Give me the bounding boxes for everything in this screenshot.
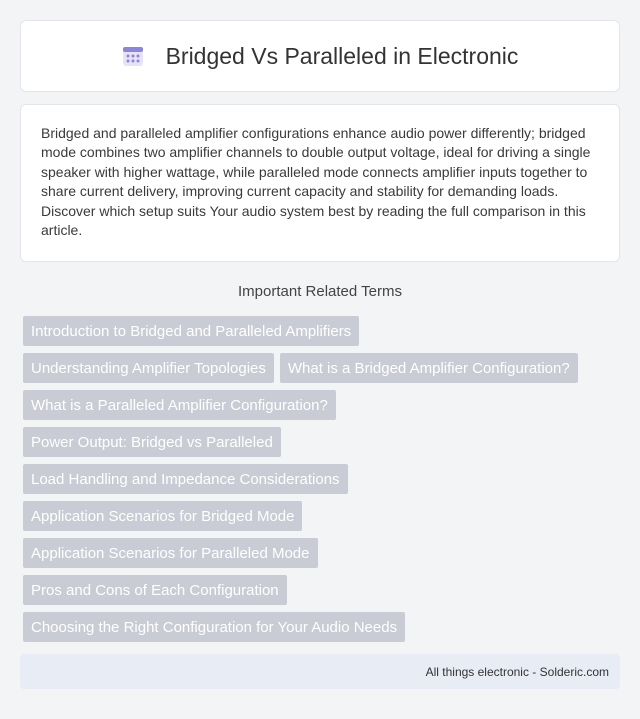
related-term-tag[interactable]: Choosing the Right Configuration for Your Audio Needs <box>23 612 405 642</box>
related-term-tag[interactable]: Pros and Cons of Each Configuration <box>23 575 287 605</box>
footer <box>20 654 620 689</box>
calendar-grid-icon <box>122 45 144 67</box>
term-row <box>23 464 623 495</box>
related-term-tag[interactable]: Introduction to Bridged and Paralleled Amplifiers <box>23 316 359 346</box>
term-row <box>23 575 623 606</box>
description-text: Bridged and paralleled amplifier configurations enhance audio power differently; bridged mode combines two amplifier channels to double output voltage, ideal for driving a single speaker with higher wattage, while paralleled mode connects amplifier inputs together to share current delivery, improving current capacity and stability for demanding loads. Discover which setup suits Your audio system best by reading the full comparison in this article. <box>41 125 591 239</box>
term-row <box>23 612 623 643</box>
page-title: Bridged Vs Paralleled in Electronic <box>165 42 519 69</box>
related-term-tag[interactable]: Power Output: Bridged vs Paralleled <box>23 427 281 457</box>
term-row <box>23 427 623 458</box>
term-row <box>23 501 623 532</box>
related-term-tag[interactable]: What is a Paralleled Amplifier Configuration? <box>23 390 336 420</box>
term-row <box>23 390 623 421</box>
description-card <box>20 104 620 262</box>
term-row <box>23 538 623 569</box>
related-terms-list <box>23 316 623 649</box>
related-term-tag[interactable]: Application Scenarios for Bridged Mode <box>23 501 302 531</box>
related-terms-heading: Important Related Terms <box>238 283 402 300</box>
related-term-tag[interactable]: Understanding Amplifier Topologies <box>23 353 274 383</box>
title-card <box>20 20 620 92</box>
term-row <box>23 353 623 384</box>
related-term-tag[interactable]: What is a Bridged Amplifier Configuration? <box>280 353 578 383</box>
footer-text: All things electronic - Solderic.com <box>425 664 609 679</box>
related-term-tag[interactable]: Application Scenarios for Paralleled Mode <box>23 538 318 568</box>
related-term-tag[interactable]: Load Handling and Impedance Considerations <box>23 464 348 494</box>
term-row <box>23 316 623 347</box>
